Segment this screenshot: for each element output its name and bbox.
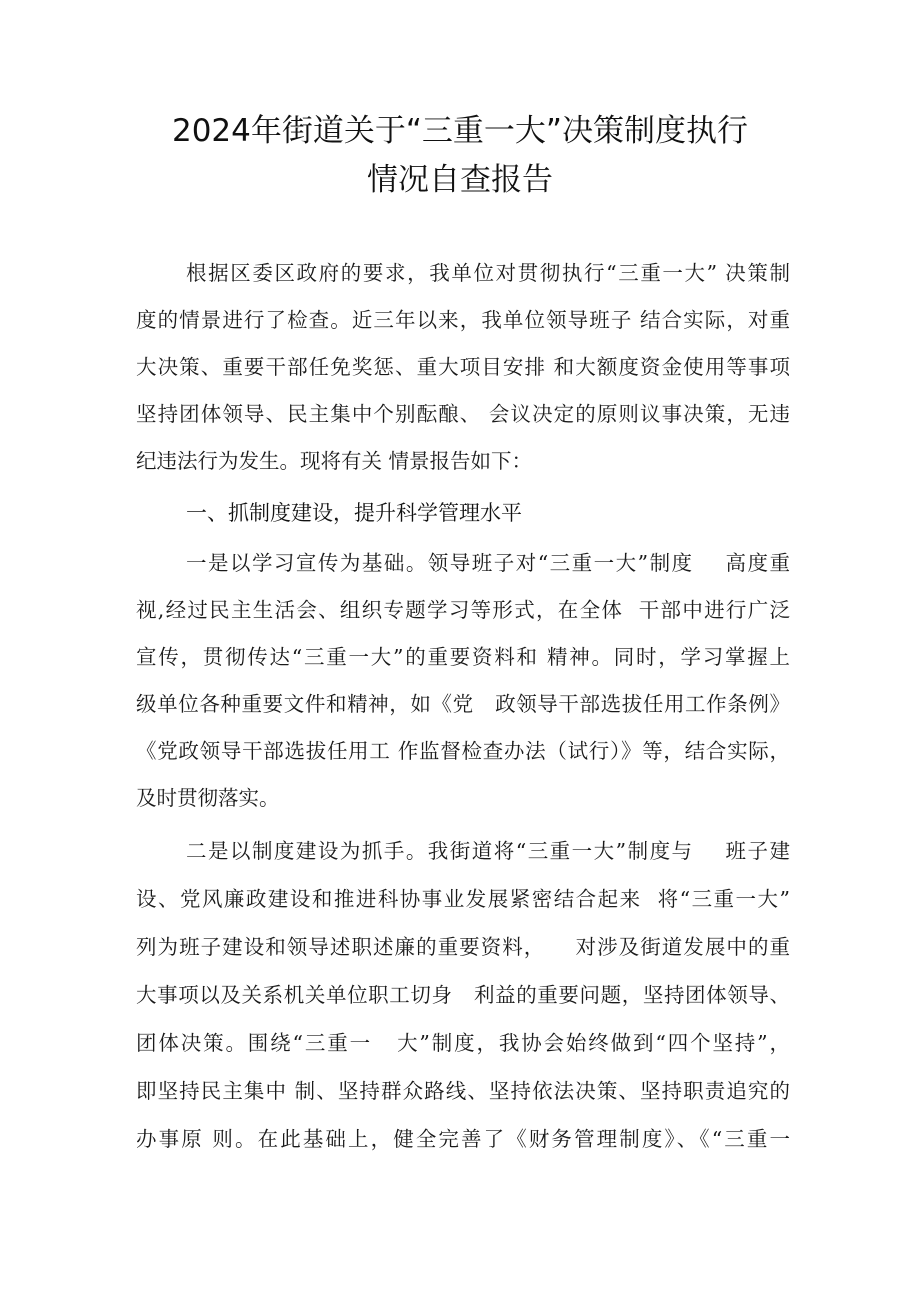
paragraph-line: 大决策、重要干部任免奖惩、重大项目安排 和大额度资金使用等事项 [136,355,790,379]
paragraph-line: 一是以学习宣传为基础。领导班子对“三重一大”制度 高度重 [186,551,790,575]
document-title-line-2: 情况自查报告 [367,162,553,198]
paragraph-line: 二是以制度建设为抓手。我街道将“三重一大”制度与 班子建 [186,839,790,863]
paragraph-line: 宣传，贯彻传达“三重一大”的重要资料和 精神。同时，学习掌握上 [136,645,790,669]
paragraph-line: 《党政领导干部选拔任用工 作监督检查办法（试行）》等，结合实际， [136,739,790,763]
paragraph-line: 团体决策。围绕“三重一 大”制度，我协会始终做到“四个坚持”， [136,1031,790,1055]
paragraph-line: 列为班子建设和领导述职述廉的重要资料， 对涉及街道发展中的重 [136,935,790,959]
paragraph-line: 办事原 则。在此基础上，健全完善了《财务管理制度》、《“三重一 [136,1127,790,1151]
paragraph-line: 设、党风廉政建设和推进科协事业发展紧密结合起来 将“三重一大” [136,887,790,911]
document-title-line-1: 2024年街道关于“三重一大”决策制度执行 [171,113,748,149]
paragraph-line: 及时贯彻落实。 [136,786,280,810]
paragraph-line: 级单位各种重要文件和精神，如《党 政领导干部选拔任用工作条例》 [136,692,790,716]
paragraph-line: 纪违法行为发生。现将有关 情景报告如下： [136,449,533,473]
section-heading: 一、抓制度建设，提升科学管理水平 [186,501,522,525]
paragraph-line: 大事项以及关系机关单位职工切身 利益的重要问题，坚持团体领导、 [136,983,790,1007]
paragraph-line: 即坚持民主集中 制、坚持群众路线、坚持依法决策、坚持职责追究的 [136,1079,790,1103]
paragraph-line: 视,经过民主生活会、组织专题学习等形式，在全体 干部中进行广泛 [136,598,790,622]
paragraph-line: 坚持团体领导、民主集中个别酝酿、 会议决定的原则议事决策，无违 [136,402,790,426]
paragraph-line: 根据区委区政府的要求，我单位对贯彻执行“三重一大” 决策制 [186,261,790,285]
paragraph-line: 度的情景进行了检查。近三年以来，我单位领导班子 结合实际，对重 [136,308,790,332]
